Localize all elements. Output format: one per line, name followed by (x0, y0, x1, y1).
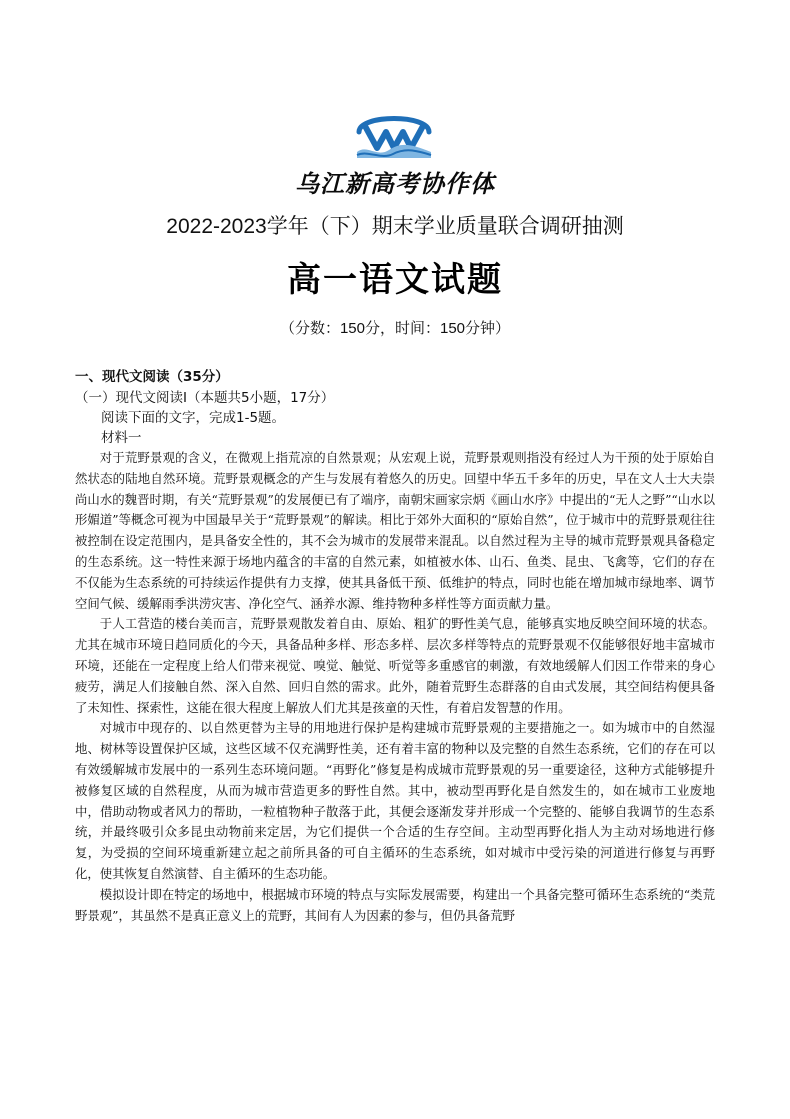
material-label: 材料一 (101, 430, 142, 446)
exam-meta: （分数：150分，时间：150分钟） (279, 320, 511, 337)
page-title: 高一语文试题 (287, 260, 503, 300)
brand-name: 乌江新高考协作体 (295, 170, 495, 198)
paragraph: 于人工营造的楼台美而言，荒野景观散发着自由、原始、粗犷的野性美气息，能够真实地反映空间环境的状态。尤其在城市环境日趋同质化的今天，具备品种多样、形态多样、层次多样等特点的荒野景观不仅能够很好地丰富城市环境，还能在一定程度上给人们带来视觉、嗅觉、触觉、听觉等多重感官的刺激，有效地缓解人们因工作带来的身心疲劳，满足人们接触自然、深入自然、回归自然的需求。此外，随着荒野生态群落的自由式发展，其空间结构便具备了未知性、探索性，这能在很大程度上解放人们尤其是孩童的天性，有着启发智慧的作用。 (75, 616, 715, 715)
instruction-text: 阅读下面的文字，完成1-5题。 (101, 410, 286, 426)
section-heading: 一、现代文阅读（35分） (75, 369, 229, 385)
paragraph: 模拟设计即在特定的场地中，根据城市环境的特点与实际发展需要，构建出一个具备完整可循环生态系统的“类荒野景观”，其虽然不是真正意义上的荒野，其间有人为因素的参与，但仍具备荒野 (75, 886, 715, 923)
paragraph: 对城市中现存的、以自然更替为主导的用地进行保护是构建城市荒野景观的主要措施之一。如为城市中的自然湿地、树林等设置保护区域，这些区域不仅充满野性美，还有着丰富的物种以及完整的自然生态系统，它们的存在可以有效缓解城市发展中的一系列生态环境问题。“再野化”修复是构成城市荒野景观的另一重要途径，这种方式能够提升被修复区域的自然程度，从而为城市营造更多的野性自然。其中，被动型再野化是自然发生的，如在城市工业废地中，借助动物或者风力的帮助，一粒植物种子散落于此，其便会逐渐发芽并形成一个完整的、能够自我调节的生态系统，并最终吸引众多昆虫动物前来定居，为它们提供一个合适的生存空间。主动型再野化指人为主动对场地进行修复，为受损的空间环境重新建立起之前所具备的可自主循环的生态系统，如对城市中受污染的河道进行修复与再野化，使其恢复自然演替、自主循环的生态功能。 (75, 720, 715, 881)
exam-subtitle: 2022-2023学年（下）期末学业质量联合调研抽测 (166, 215, 624, 238)
exam-content (75, 366, 715, 926)
subsection-heading: （一）现代文阅读Ⅰ（本题共5小题，17分） (75, 390, 335, 406)
paragraph: 对于荒野景观的含义，在微观上指荒凉的自然景观；从宏观上说，荒野景观则指没有经过人为干预的处于原始自然状态的陆地自然环境。荒野景观概念的产生与发展有着悠久的历史。回望中华五千多年的历史，早在文人士大夫崇尚山水的魏晋时期，有关“荒野景观”的发展便已有了端序，南朝宋画家宗炳《画山水序》中提出的“无人之野”“山水以形媚道”等概念可视为中国最早关于“荒野景观”的解读。相比于郊外大面积的“原始自然”，位于城市中的荒野景观往往被控制在设定范围内，是具备安全性的，其不会为城市的发展带来混乱。以自然过程为主导的城市荒野景观具备稳定的生态系统。这一特性来源于场地内蕴含的丰富的自然元素，如植被水体、山石、鱼类、昆虫、飞禽等，它们的存在不仅能为生态系统的可持续运作提供有力支撑，使其具备低干预、低维护的特点，同时也能在增加城市绿地率、调节空间气候、缓解雨季洪涝灾害、净化空气、涵养水源、维持物种多样性等方面贡献力量。 (75, 450, 715, 611)
wave-logo-icon (355, 108, 433, 158)
